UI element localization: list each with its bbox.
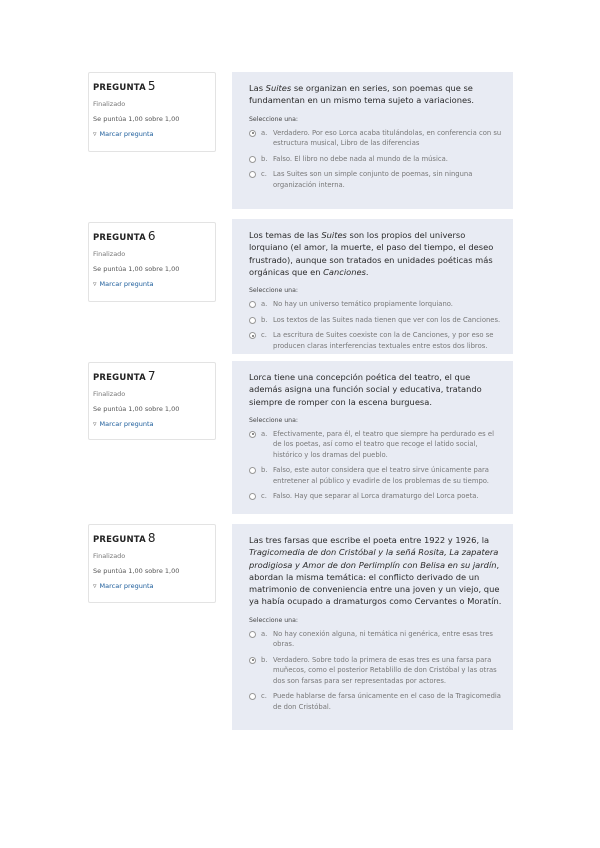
question-info-panel [88,72,216,152]
question-content [232,361,513,514]
answer-option-b[interactable]: b. Falso. El libro no debe nada al mundo de la música. [249,154,503,165]
radio-button[interactable] [249,156,256,163]
answer-option-c[interactable]: c. Falso. Hay que separar al Lorca dramaturgo del Lorca poeta. [249,491,503,502]
question-content [232,524,513,730]
flag-question-link[interactable] [93,130,211,138]
answer-option-c[interactable]: c. Las Suites son un simple conjunto de poemas, sin ninguna organización interna. [249,169,503,190]
question-state: Finalizado [93,100,126,108]
question-text: Lorca tiene una concepción poética del teatro, el que además asigna una función social y educativa, tratando siempre de romper con la escena burguesa. [249,372,482,407]
question-number: 8 [147,531,156,545]
answer-prompt: Seleccione una: [249,416,298,424]
question-number: 7 [147,369,156,383]
question-label: PREGUNTA [93,233,146,243]
question-state: Finalizado [93,552,126,560]
question-grade: Se puntúa 1,00 sobre 1,00 [93,115,180,123]
question-grade: Se puntúa 1,00 sobre 1,00 [93,405,180,413]
flag-label: Marcar pregunta [99,130,154,138]
question-number: 6 [147,229,156,243]
answer-option-c[interactable]: c. La escritura de Suites coexiste con la de Canciones, y por eso se producen claras interferencias textuales entre estos dos libros. [249,330,503,351]
question-grade: Se puntúa 1,00 sobre 1,00 [93,567,180,575]
question-label: PREGUNTA [93,535,146,545]
question-title [93,79,211,93]
question-info-panel [88,222,216,302]
flag-icon: ▿ [93,420,97,428]
answer-option-b[interactable]: b. Los textos de las Suites nada tienen que ver con los de Canciones. [249,315,503,326]
question-number: 5 [147,79,156,93]
question-grade: Se puntúa 1,00 sobre 1,00 [93,265,180,273]
radio-button[interactable] [249,317,256,324]
answer-option-c[interactable]: c. Puede hablarse de farsa únicamente en el caso de la Tragicomedia de don Cristóbal. [249,691,503,712]
radio-button[interactable] [249,130,256,137]
flag-icon: ▿ [93,130,97,138]
question-content [232,219,513,354]
question-title [93,369,211,383]
radio-button[interactable] [249,171,256,178]
flag-label: Marcar pregunta [99,420,154,428]
flag-question-link[interactable] [93,280,211,288]
flag-question-link[interactable] [93,582,211,590]
flag-icon: ▿ [93,582,97,590]
question-title [93,229,211,243]
flag-label: Marcar pregunta [99,582,154,590]
answer-option-a[interactable]: a. No hay un universo temático propiamente lorquiano. [249,299,503,310]
answer-prompt: Seleccione una: [249,616,298,624]
answer-option-b[interactable]: b. Falso, este autor considera que el teatro sirve únicamente para entretener al público y evadirle de los problemas de su tiempo. [249,465,503,486]
radio-button[interactable] [249,693,256,700]
answer-prompt: Seleccione una: [249,115,298,123]
answer-prompt: Seleccione una: [249,287,298,295]
radio-button[interactable] [249,467,256,474]
question-state: Finalizado [93,390,126,398]
flag-icon: ▿ [93,280,97,288]
radio-button[interactable] [249,332,256,339]
answer-option-a[interactable]: a. Verdadero. Por eso Lorca acaba titulándolas, en conferencia con su estructura musical, Libro de las diferencias [249,128,503,149]
question-state: Finalizado [93,250,126,258]
radio-button[interactable] [249,493,256,500]
flag-label: Marcar pregunta [99,280,154,288]
question-info-panel [88,524,216,603]
radio-button[interactable] [249,631,256,638]
answer-option-b[interactable]: b. Verdadero. Sobre todo la primera de esas tres es una farsa para muñecos, como el posterior Retablillo de don Cristóbal y las otras dos son farsas para ser representadas por actores. [249,655,503,687]
question-label: PREGUNTA [93,373,146,383]
question-title [93,531,211,545]
question-label: PREGUNTA [93,83,146,93]
radio-button[interactable] [249,657,256,664]
flag-question-link[interactable] [93,420,211,428]
question-text: Los temas de las Suites son los propios del universo lorquiano (el amor, la muerte, el paso del tiempo, el deseo frustrado), aunque son tratados en unidades poéticas más orgánicas que en Canciones. [249,230,494,277]
question-text: Las Suites se organizan en series, son poemas que se fundamentan en un mismo tema sujeto a variaciones. [249,83,475,106]
answer-option-a[interactable]: a. No hay conexión alguna, ni temática ni genérica, entre esas tres obras. [249,629,503,650]
radio-button[interactable] [249,431,256,438]
question-text: Las tres farsas que escribe el poeta entre 1922 y 1926, la Tragicomedia de don Cristóbal y la señá Rosita, La zapatera prodigiosa y Amor de don Perlimplín con Belisa en su jardín, abordan la misma temática: el conflicto derivado de un matrimonio de conveniencia entre una joven y un viejo, que ya había ocupado a dramaturgos como Cervantes o Moratín. [249,535,502,607]
question-info-panel [88,362,216,440]
radio-button[interactable] [249,301,256,308]
question-content [232,72,513,209]
answer-option-a[interactable]: a. Efectivamente, para él, el teatro que siempre ha perdurado es el de los poetas, así como el teatro que recoge el latido social, histórico y los dramas del pueblo. [249,429,503,461]
